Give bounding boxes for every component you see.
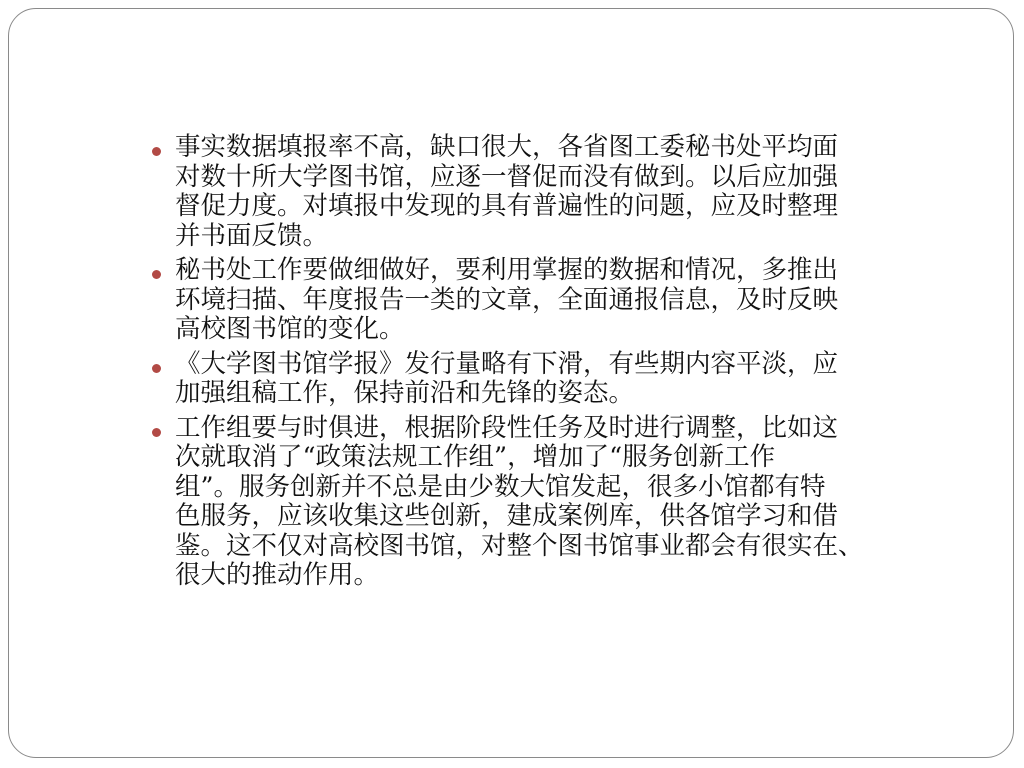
- text-line: 并书面反馈。: [175, 220, 329, 251]
- bullet-dot-icon: [152, 270, 161, 279]
- text-line: 次就取消了“政策法规工作组”，增加了“服务创新工作: [175, 442, 776, 472]
- text-line: 色服务，应该收集这些创新，建成案例库，供各馆学习和借: [175, 501, 839, 531]
- bullet-dot-icon: [152, 364, 161, 373]
- text-line: 督促力度。对填报中发现的具有普遍性的问题，应及时整理: [175, 191, 839, 221]
- text-line: 对数十所大学图书馆，应逐一督促而没有做到。以后应加强: [175, 161, 839, 192]
- text-line: 环境扫描、年度报告一类的文章，全面通报信息，及时反映: [175, 284, 839, 315]
- text-line: 组”。服务创新并不总是由少数大馆发起，很多小馆都有特: [175, 471, 826, 502]
- text-line: 鉴。这不仅对高校图书馆，对整个图书馆事业都会有很实在、: [175, 530, 864, 561]
- bullet-text: [175, 414, 987, 591]
- bullet-text: [175, 256, 987, 345]
- bullet-text: [175, 133, 987, 251]
- bullet-list: [148, 133, 1018, 596]
- text-line: 工作组要与时俱进，根据阶段性任务及时进行调整，比如这: [175, 412, 839, 443]
- bullet-item-4: [148, 414, 987, 591]
- bullet-dot-icon: [152, 428, 161, 437]
- text-line: 事实数据填报率不高，缺口很大，各省图工委秘书处平均面: [175, 132, 839, 162]
- text-line: 加强组稿工作，保持前沿和先锋的姿态。: [175, 378, 635, 408]
- text-line: 秘书处工作要做细做好，要利用掌握的数据和情况，多推出: [175, 255, 839, 285]
- text-line: 很大的推动作用。: [175, 560, 380, 590]
- bullet-dot-icon: [152, 147, 161, 156]
- text-line: 《大学图书馆学报》发行量略有下滑，有些期内容平淡，应: [175, 348, 839, 379]
- bullet-text: [175, 350, 987, 409]
- text-line: 高校图书馆的变化。: [175, 314, 405, 344]
- bullet-item-3: [148, 350, 987, 409]
- bullet-item-2: [148, 256, 987, 345]
- bullet-item-1: [148, 133, 987, 251]
